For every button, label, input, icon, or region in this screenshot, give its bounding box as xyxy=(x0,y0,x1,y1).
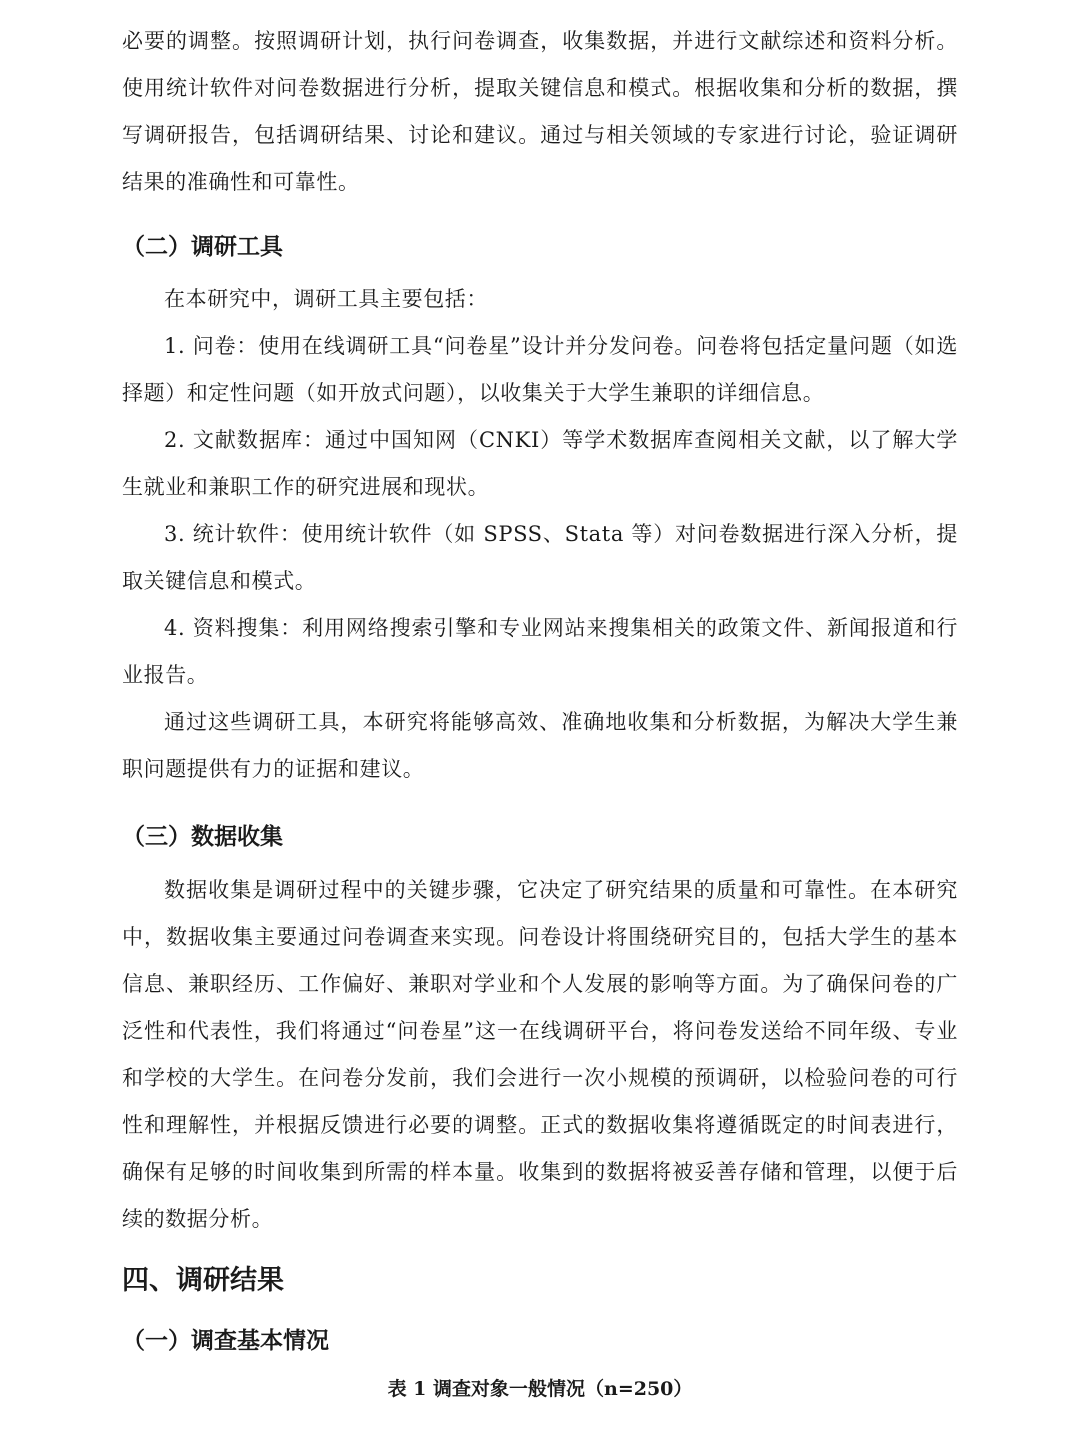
section-heading-basic-info: （一）调查基本情况 xyxy=(122,1328,329,1354)
section-heading-tools: （二）调研工具 xyxy=(122,234,283,260)
tool-item-statistics: 3. 统计软件：使用统计软件（如 SPSS、Stata 等）对问卷数据进行深入分析，提取关键信息和模式。 xyxy=(122,522,958,593)
chapter-heading-results: 四、调研结果 xyxy=(122,1265,284,1296)
data-collection-paragraph: 数据收集是调研过程中的关键步骤，它决定了研究结果的质量和可靠性。在本研究中，数据收集主要通过问卷调查来实现。问卷设计将围绕研究目的，包括大学生的基本信息、兼职经历、工作偏好、兼职对学业和个人发展的影响等方面。为了确保问卷的广泛性和代表性，我们将通过“问卷星”这一在线调研平台，将问卷发送给不同年级、专业和学校的大学生。在问卷分发前，我们会进行一次小规模的预调研，以检验问卷的可行性和理解性，并根据反馈进行必要的调整。正式的数据收集将遵循既定的时间表进行，确保有足够的时间收集到所需的样本量。收集到的数据将被妥善存储和管理，以便于后续的数据分析。 xyxy=(122,878,958,1231)
tool-item-database: 2. 文献数据库：通过中国知网（CNKI）等学术数据库查阅相关文献，以了解大学生就业和兼职工作的研究进展和现状。 xyxy=(122,428,958,499)
section-heading-data-collection: （三）数据收集 xyxy=(122,824,283,850)
tool-item-questionnaire: 1. 问卷：使用在线调研工具“问卷星”设计并分发问卷。问卷将包括定量问题（如选择题）和定性问题（如开放式问题），以收集关于大学生兼职的详细信息。 xyxy=(122,334,958,405)
table-caption: 表 1 调查对象一般情况（n=250） xyxy=(387,1378,693,1400)
tool-item-collection: 4. 资料搜集：利用网络搜索引擎和专业网站来搜集相关的政策文件、新闻报道和行业报告。 xyxy=(122,616,958,687)
tools-intro-paragraph: 在本研究中，调研工具主要包括： xyxy=(164,287,488,311)
intro-paragraph: 必要的调整。按照调研计划，执行问卷调查，收集数据，并进行文献综述和资料分析。使用统计软件对问卷数据进行分析，提取关键信息和模式。根据收集和分析的数据，撰写调研报告，包括调研结果、讨论和建议。通过与相关领域的专家进行讨论，验证调研结果的准确性和可靠性。 xyxy=(122,29,958,194)
tools-summary-paragraph: 通过这些调研工具，本研究将能够高效、准确地收集和分析数据，为解决大学生兼职问题提供有力的证据和建议。 xyxy=(122,710,958,781)
